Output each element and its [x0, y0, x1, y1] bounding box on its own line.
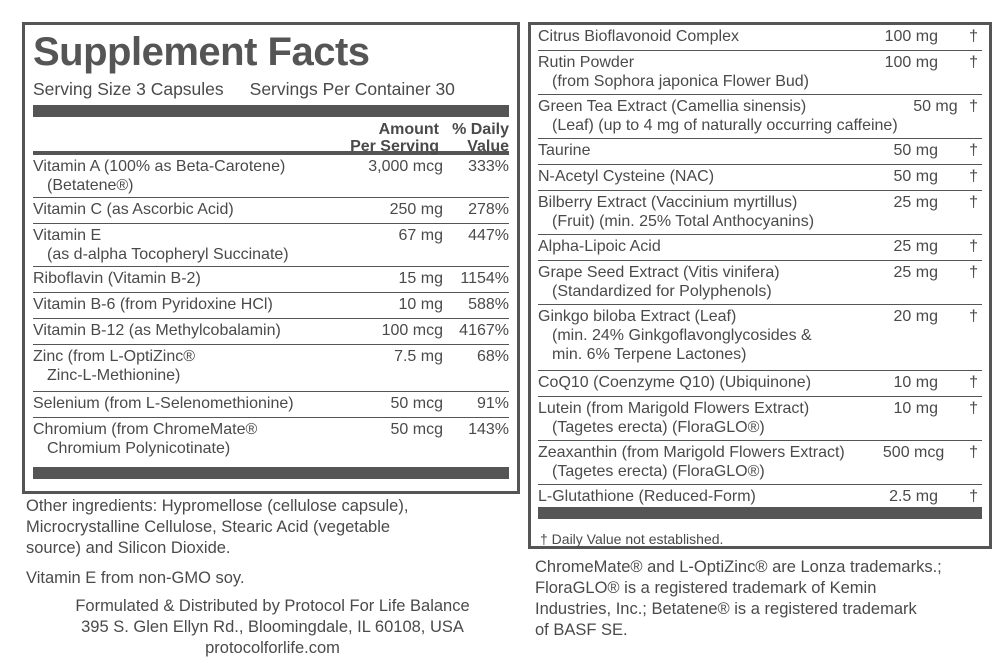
daily-value: †: [969, 28, 978, 45]
table-row: [538, 261, 982, 305]
dv-header-line1: % Daily: [452, 121, 509, 138]
serving-size: Serving Size 3 Capsules: [33, 79, 224, 99]
thick-divider: [33, 105, 509, 117]
trademark-line: ChromeMate® and L-OptiZinc® are Lonza trademarks.;: [535, 558, 942, 576]
nutrient-table: [33, 155, 509, 462]
table-row: [538, 165, 982, 191]
ingredient-name-line: Ginkgo biloba Extract (Leaf): [538, 308, 737, 325]
daily-value: 333%: [468, 158, 509, 175]
other-ingredients-line: Other ingredients: Hypromellose (cellulose capsule),: [26, 497, 409, 515]
table-row: [538, 139, 982, 165]
ingredient-name: [538, 97, 898, 138]
daily-value-footnote: † Daily Value not established.: [540, 531, 724, 547]
thick-divider-bottom: [33, 467, 509, 479]
ingredient-name-line: Riboflavin (Vitamin B-2): [33, 270, 201, 287]
ingredient-name-line: Chromium Polynicotinate): [47, 440, 231, 457]
supplement-facts-panel-right: [528, 22, 992, 549]
amount-per-serving: 50 mg: [913, 98, 958, 115]
daily-value: 4167%: [459, 322, 509, 339]
table-row: [33, 418, 509, 462]
trademark-line: Industries, Inc.; Betatene® is a registered trademark: [535, 600, 917, 618]
table-row: [538, 25, 982, 51]
vitamin-e-note: Vitamin E from non-GMO soy.: [26, 569, 245, 587]
table-row: [538, 371, 982, 397]
ingredient-name-line: (Tagetes erecta) (FloraGLO®): [552, 463, 765, 480]
trademark-notice: [535, 557, 942, 641]
ingredient-name: [33, 157, 331, 197]
ingredient-name-line: Vitamin B-12 (as Methylcobalamin): [33, 322, 281, 339]
ingredient-name: [33, 226, 331, 266]
ingredient-name: [33, 347, 331, 391]
table-row: [538, 235, 982, 261]
distributor-line: Formulated & Distributed by Protocol For Life Balance: [75, 597, 470, 615]
ingredient-name-line: Zinc-L-Methionine): [47, 367, 181, 384]
daily-value: 278%: [468, 201, 509, 218]
daily-value: †: [969, 264, 978, 281]
ingredient-name-line: Green Tea Extract (Camellia sinensis): [538, 98, 807, 115]
ingredient-table: [538, 25, 982, 511]
table-row: [538, 191, 982, 235]
trademark-line: of BASF SE.: [535, 621, 628, 639]
amount-per-serving: 500 mcg: [882, 444, 945, 461]
ingredient-name-line: Zinc (from L-OptiZinc®: [33, 348, 196, 365]
ingredient-name-line: Citrus Bioflavonoid Complex: [538, 28, 739, 45]
amount-header-line2: Per Serving: [350, 138, 439, 155]
daily-value: 588%: [468, 296, 509, 313]
daily-value: †: [969, 142, 978, 159]
ingredient-name-line: CoQ10 (Coenzyme Q10) (Ubiquinone): [538, 374, 812, 391]
amount-per-serving: 50 mg: [893, 168, 938, 185]
ingredient-name: [538, 443, 845, 484]
amount-per-serving: 100 mcg: [381, 322, 443, 339]
daily-value: 447%: [468, 227, 509, 244]
distributor-website: protocolforlife.com: [205, 639, 340, 657]
ingredient-name: [538, 53, 820, 94]
amount-per-serving: 50 mcg: [390, 421, 443, 438]
table-row: [538, 51, 982, 95]
daily-value: †: [969, 444, 978, 461]
ingredient-name-line: min. 6% Terpene Lactones): [552, 346, 747, 363]
table-row: [33, 319, 509, 345]
ingredient-name: [538, 307, 820, 370]
daily-value: †: [969, 98, 978, 115]
daily-value: 143%: [468, 421, 509, 438]
table-row: [538, 95, 982, 139]
daily-value: †: [969, 400, 978, 417]
ingredient-name-line: Vitamin B-6 (from Pyridoxine HCl): [33, 296, 273, 313]
ingredient-name-line: N-Acetyl Cysteine (NAC): [538, 168, 715, 185]
ingredient-name-line: (Leaf) (up to 4 mg of naturally occurring caffeine): [552, 117, 898, 134]
amount-per-serving: 50 mcg: [390, 395, 443, 412]
ingredient-name-line: Bilberry Extract (Vaccinium myrtillus): [538, 194, 798, 211]
daily-value: †: [969, 194, 978, 211]
amount-per-serving: 10 mg: [398, 296, 443, 313]
daily-value: 68%: [476, 348, 509, 365]
column-header: [33, 117, 509, 155]
amount-header-line1: Amount: [378, 121, 439, 138]
amount-per-serving: 3,000 mcg: [368, 158, 443, 175]
ingredient-name-line: Grape Seed Extract (Vitis vinifera): [538, 264, 780, 281]
ingredient-name-line: Lutein (from Marigold Flowers Extract): [538, 400, 810, 417]
table-row: [33, 267, 509, 293]
ingredient-name-line: (Standardized for Polyphenols): [552, 283, 772, 300]
ingredient-name-line: Alpha-Lipoic Acid: [538, 238, 661, 255]
ingredient-name: [538, 141, 820, 164]
ingredient-name-line: Chromium (from ChromeMate®: [33, 421, 258, 438]
daily-value: 91%: [476, 395, 509, 412]
amount-per-serving: 100 mg: [884, 28, 938, 45]
table-row: [33, 293, 509, 319]
table-row: [33, 155, 509, 198]
servings-per-container: Servings Per Container 30: [249, 79, 455, 99]
ingredient-name-line: Taurine: [538, 142, 591, 159]
amount-per-serving: 7.5 mg: [394, 348, 443, 365]
ingredient-name: [538, 237, 820, 260]
table-row: [33, 224, 509, 267]
ingredient-name-line: Selenium (from L-Selenomethionine): [33, 395, 294, 412]
ingredient-name-line: Rutin Powder: [538, 54, 635, 71]
serving-info: [33, 79, 509, 101]
daily-value: †: [969, 238, 978, 255]
trademark-line: FloraGLO® is a registered trademark of Kemin: [535, 579, 877, 597]
table-row: [538, 441, 982, 485]
ingredient-name: [538, 193, 820, 234]
table-row: [538, 397, 982, 441]
ingredient-name-line: (Fruit) (min. 25% Total Anthocyanins): [552, 213, 815, 230]
ingredient-name-line: Vitamin C (as Ascorbic Acid): [33, 201, 234, 218]
other-ingredients-line: Microcrystalline Cellulose, Stearic Acid (vegetable: [26, 518, 391, 536]
amount-per-serving: 20 mg: [893, 308, 938, 325]
panel-title: Supplement Facts: [33, 30, 370, 74]
table-row: [538, 305, 982, 371]
daily-value: †: [969, 488, 978, 505]
amount-per-serving: 50 mg: [893, 142, 938, 159]
amount-per-serving: 15 mg: [398, 270, 443, 287]
other-ingredients-line: source) and Silicon Dioxide.: [26, 539, 231, 557]
ingredient-name: [33, 295, 331, 318]
supplement-facts-panel-left: [22, 22, 520, 494]
daily-value: †: [969, 308, 978, 325]
ingredient-name-line: (min. 24% Ginkgoflavonglycosides &: [552, 327, 812, 344]
ingredient-name-line: (from Sophora japonica Flower Bud): [552, 73, 810, 90]
daily-value: †: [969, 168, 978, 185]
ingredient-name: [33, 394, 331, 417]
amount-per-serving: 100 mg: [884, 54, 938, 71]
ingredient-name-line: Vitamin A (100% as Beta-Carotene): [33, 158, 286, 175]
amount-per-serving: 2.5 mg: [889, 488, 938, 505]
amount-per-serving: 25 mg: [893, 194, 938, 211]
distributor-line: 395 S. Glen Ellyn Rd., Bloomingdale, IL 60108, USA: [81, 618, 464, 636]
table-row: [33, 345, 509, 392]
ingredient-name: [33, 321, 331, 344]
ingredient-name: [538, 167, 820, 190]
amount-per-serving: 250 mg: [389, 201, 443, 218]
amount-per-serving: 25 mg: [893, 238, 938, 255]
amount-per-serving: 67 mg: [398, 227, 443, 244]
ingredient-name-line: (Betatene®): [47, 177, 134, 194]
daily-value: †: [969, 374, 978, 391]
other-ingredients: [26, 496, 408, 559]
distributor-info: [20, 596, 525, 659]
ingredient-name-line: L-Glutathione (Reduced-Form): [538, 488, 756, 505]
ingredient-name-line: Zeaxanthin (from Marigold Flowers Extract): [538, 444, 845, 461]
dv-header-line2: Value: [467, 138, 509, 155]
ingredient-name-line: (Tagetes erecta) (FloraGLO®): [552, 419, 765, 436]
ingredient-name: [538, 263, 820, 304]
daily-value: 1154%: [460, 270, 509, 287]
ingredient-name: [33, 420, 331, 462]
ingredient-name: [33, 269, 331, 292]
table-row: [33, 198, 509, 224]
thick-divider-bottom: [538, 507, 982, 519]
amount-per-serving: 25 mg: [893, 264, 938, 281]
ingredient-name: [538, 399, 820, 440]
amount-per-serving: 10 mg: [893, 374, 938, 391]
ingredient-name-line: Vitamin E: [33, 227, 102, 244]
ingredient-name: [33, 200, 331, 223]
daily-value: †: [969, 54, 978, 71]
table-row: [33, 392, 509, 418]
ingredient-name: [538, 373, 820, 396]
amount-per-serving: 10 mg: [893, 400, 938, 417]
ingredient-name-line: (as d-alpha Tocopheryl Succinate): [47, 246, 289, 263]
ingredient-name: [538, 27, 820, 50]
